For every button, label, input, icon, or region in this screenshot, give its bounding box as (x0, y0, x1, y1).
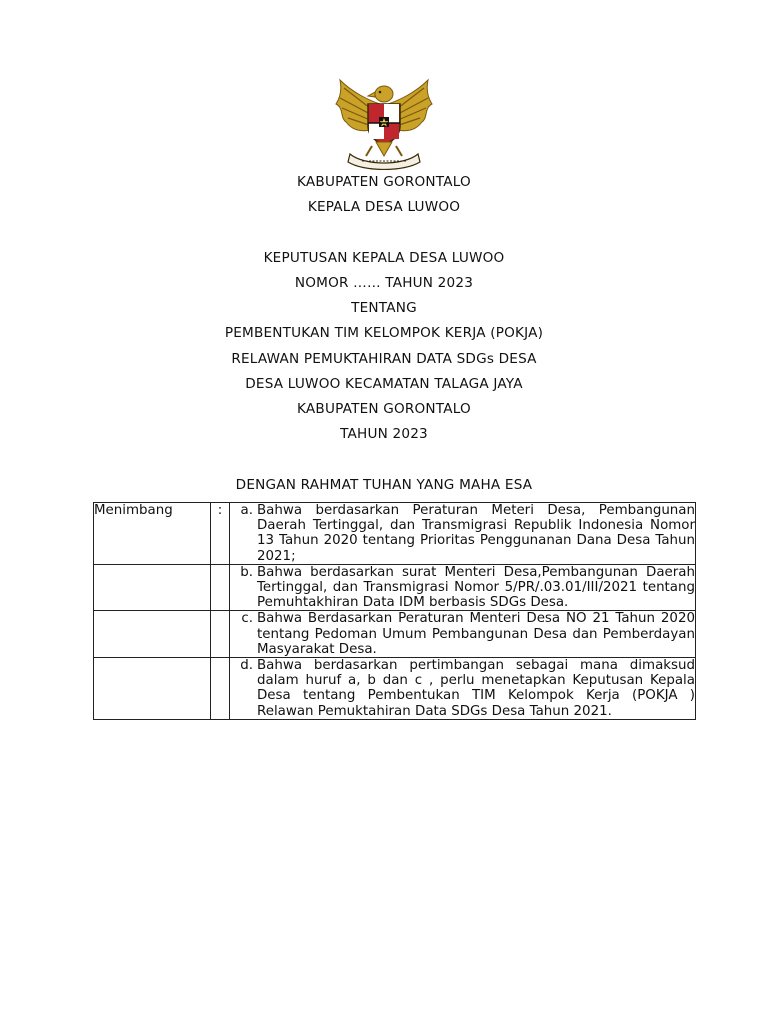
decree-year: TAHUN 2023 (340, 426, 428, 442)
village-head-heading: KEPALA DESA LUWOO (307, 199, 461, 215)
decree-subject-line-3: DESA LUWOO KECAMATAN TALAGA JAYA (245, 376, 523, 392)
considering-item-c (230, 611, 696, 658)
considering-label: Menimbang (94, 503, 211, 565)
item-text: Bahwa Berdasarkan Peraturan Menteri Desa NO 21 Tahun 2020 tentang Pedoman Umum Pembangunan Desa dan Pemberdayan Masyarakat Desa. (257, 611, 695, 657)
item-letter: b. (240, 564, 253, 580)
decree-subject-line-2: RELAWAN PEMUKTAHIRAN DATA SDGs DESA (231, 351, 537, 367)
table-row (94, 658, 696, 720)
item-text: Bahwa berdasarkan pertimbangan sebagai mana dimaksud dalam huruf a, b dan c , perlu menetapkan Keputusan Kepala Desa tentang Pembentukan TIM Kelompok Kerja (POKJA ) Relawan Pemuktahiran Data SDGs Desa Tahun 2021. (257, 658, 695, 719)
considering-colon: : (211, 503, 230, 565)
regency-heading: KABUPATEN GORONTALO (297, 174, 471, 190)
considering-item-a (230, 503, 696, 565)
decree-title: KEPUTUSAN KEPALA DESA LUWOO (263, 250, 505, 266)
decree-subject-line-4: KABUPATEN GORONTALO (297, 401, 471, 417)
item-letter: c. (241, 611, 253, 627)
decree-subject-line-1: PEMBENTUKAN TIM KELOMPOK KERJA (POKJA) (224, 325, 544, 341)
decree-number: NOMOR …… TAHUN 2023 (294, 275, 474, 291)
garuda-emblem-icon (330, 74, 438, 170)
item-text: Bahwa berdasarkan Peraturan Meteri Desa, Pembangunan Daerah Tertinggal, dan Transmigrasi Republik Indonesia Nomor 13 Tahun 2020 tentang Prioritas Penggunanan Dana Desa Tahun 2021; (257, 503, 695, 564)
considering-item-b (230, 564, 696, 611)
considering-table (93, 502, 696, 720)
table-row (94, 611, 696, 658)
item-letter: d. (240, 658, 253, 674)
invocation: DENGAN RAHMAT TUHAN YANG MAHA ESA (235, 477, 533, 493)
table-row (94, 503, 696, 565)
item-letter: a. (240, 503, 253, 518)
table-row (94, 564, 696, 611)
considering-item-d (230, 658, 696, 720)
item-text: Bahwa berdasarkan surat Menteri Desa,Pembangunan Daerah Tertinggal, dan Transmigrasi Nomor 5/PR/.03.01/III/2021 tentang Pemuhtakhiran Data IDM berbasis SDGs Desa. (257, 564, 695, 611)
decree-about: TENTANG (351, 300, 417, 316)
